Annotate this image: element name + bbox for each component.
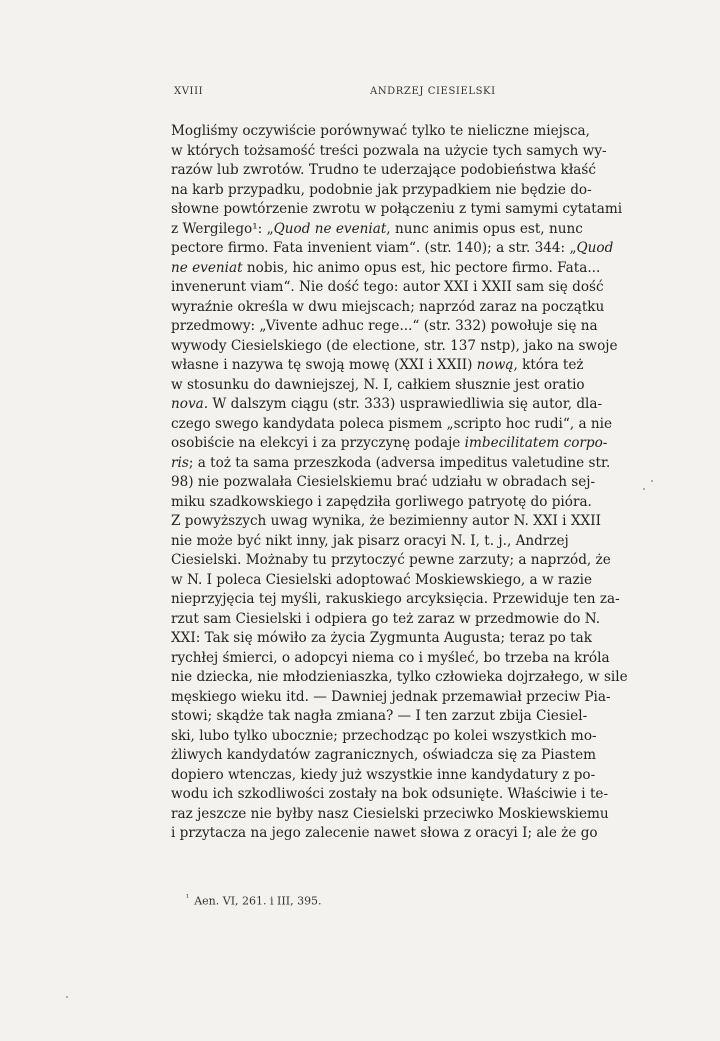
text-line: z Wergilego¹: „Quod ne eveniat, nunc animis opus est, nunc [171,220,583,237]
page-number: XVIII [174,86,204,97]
text-line: invenerunt viam“. Nie dość tego: autor XXI i XXII sam się dość [171,279,604,295]
text-line: czego swego kandydata poleca pismem „scripto hoc rudi“, a nie [171,415,613,432]
text-line: nova. W dalszym ciągu (str. 333) usprawiedliwia się autor, dla- [171,396,603,412]
text-line: wywody Ciesielskiego (de electione, str. 137 nstp), jako na swoje [171,337,618,354]
speck [651,480,653,482]
text-line: słowne powtórzenie zwrotu w połączeniu z tymi samymi cytatami [171,201,623,217]
text-line: i przytacza na jego zalecenie nawet słowa z oracyi I; ale że go [171,825,598,841]
running-title: ANDRZEJ CIESIELSKI [370,86,496,97]
text-line: Mogliśmy oczywiście porównywać tylko te nieliczne miejsca, [171,123,590,139]
text-line: wodu ich szkodliwości zostały na bok odsunięte. Właściwie i te- [171,786,609,802]
text-line: w których tożsamość treści pozwala na użycie tych samych wy- [171,142,607,159]
text-line: własne i nazywa tę swoją mowę (XXI i XXII) nową, która też [171,357,584,373]
text-line: XXI: Tak się mówiło za życia Zygmunta Augusta; teraz po tak [171,630,592,646]
text-line: ne eveniat nobis, hic animo opus est, hic pectore firmo. Fata... [171,259,601,276]
text-line: osobiście na elekcyi i za przyczynę podaje imbecilitatem corpo- [171,435,608,451]
footnote-mark: ¹ [186,893,190,902]
text-line: w stosunku do dawniejszej, N. I, całkiem słusznie jest oratio [171,376,585,393]
text-line: stowi; skądże tak nagła zmiana? — I ten zarzut zbija Ciesiel- [171,708,588,724]
footnote [186,893,546,908]
text-line: nie dziecka, nie młodzieniaszka, tylko człowieka dojrzałego, w sile [171,669,628,685]
text-line: Ciesielski. Możnaby tu przytoczyć pewne zarzuty; a naprzód, że [171,552,611,568]
text-line: męskiego wieku itd. — Dawniej jednak przemawiał przeciw Pia- [171,688,611,705]
text-line: ris; a toż ta sama przeszkoda (adversa impeditus valetudine str. [171,454,611,471]
text-line: pectore firmo. Fata invenient viam“. (str. 140); a str. 344: „Quod [171,240,614,256]
speck [643,488,645,490]
speck [66,996,68,998]
text-line: nieprzyjęcia tej myśli, rakuskiego arcyksięcia. Przewiduje ten za- [171,591,620,607]
body-text [171,122,628,844]
text-line: ski, lubo tylko ubocznie; przechodząc po kolei wszystkich mo- [171,727,597,744]
text-line: rychłej śmierci, o adopcyi niema co i myśleć, bo trzeba na króla [171,649,610,666]
text-line: raz jeszcze nie byłby nasz Ciesielski przeciwko Moskiewskiemu [171,805,609,822]
text-line: Z powyższych uwag wynika, że bezimienny autor N. XXI i XXII [171,513,601,529]
text-line: w N. I poleca Ciesielski adoptować Moskiewskiego, a w razie [171,571,593,588]
footnote-text: Aen. VI, 261. i III, 395. [194,894,322,908]
text-line: dopiero wtenczas, kiedy już wszystkie inne kandydatury z po- [171,766,596,783]
text-line: wyraźnie określa w dwu miejscach; naprzód zaraz na początku [171,298,605,315]
text-line: 98) nie pozwalała Ciesielskiemu brać udziału w obradach sej- [171,474,596,490]
text-line: nie może być nikt inny, jak pisarz oracyi N. I, t. j., Andrzej [171,532,569,549]
text-line: miku szadkowskiego i zapędziła gorliwego patryotę do pióra. [171,493,592,510]
text-line: na karb przypadku, podobnie jak przypadkiem nie będzie do- [171,181,592,198]
text-line: żliwych kandydatów zagranicznych, oświadcza się za Piastem [171,747,597,763]
text-line: rzut sam Ciesielski i odpiera go też zaraz w przedmowie do N. [171,610,601,627]
text-line: przedmowy: „Vivente adhuc rege...“ (str. 332) powołuje się na [171,318,598,334]
text-line: razów lub zwrotów. Trudno te uderzające podobieństwa kłaść [171,162,596,178]
